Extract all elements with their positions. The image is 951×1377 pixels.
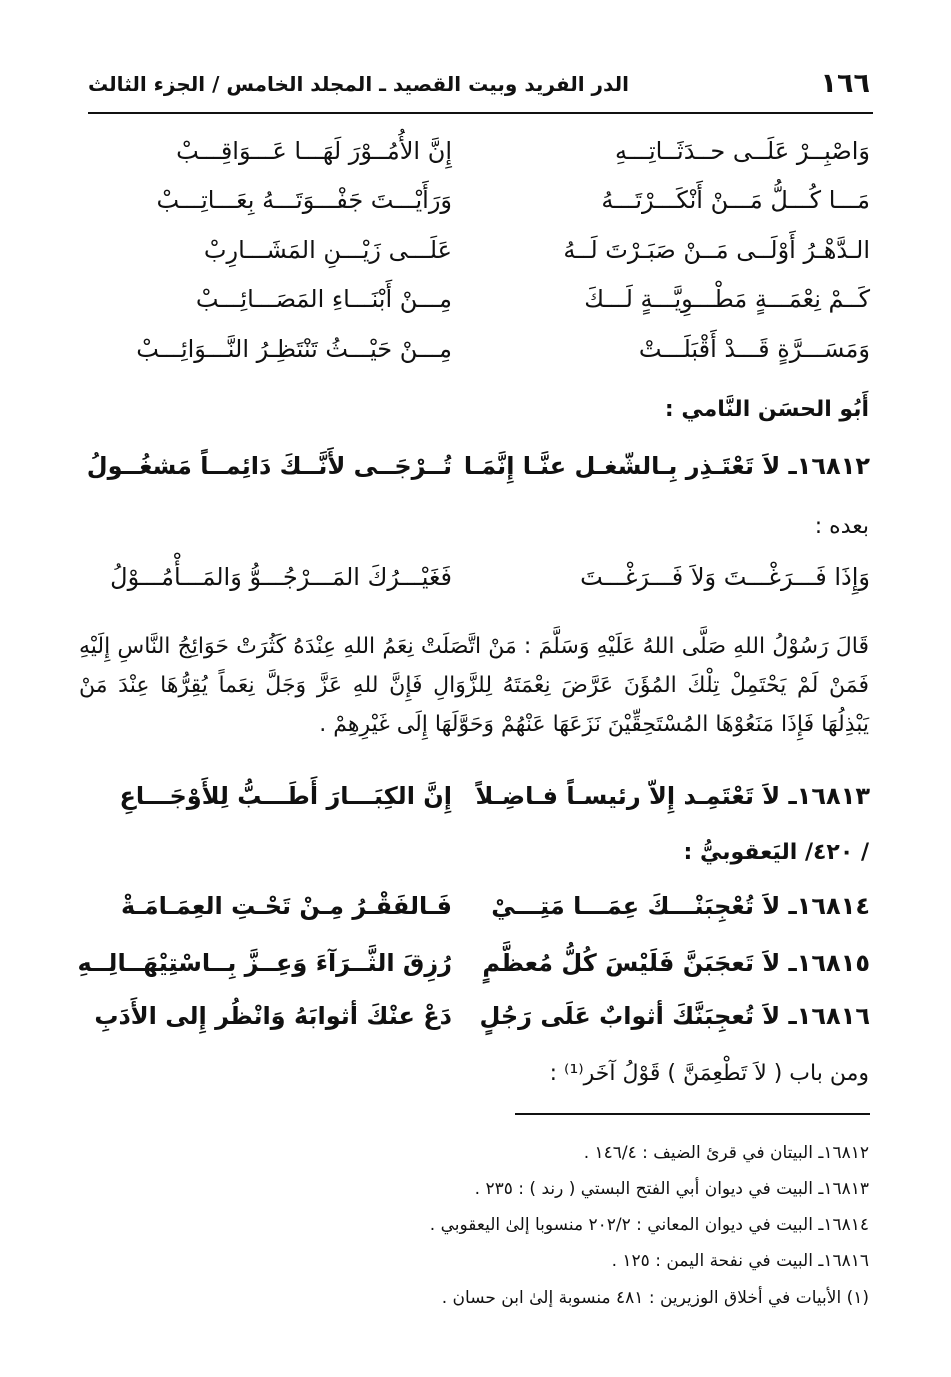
verse-16815 xyxy=(77,949,870,989)
verse-second-hemistich: وَرَأَيْـــتَ جَفْـــوَتَـــهُ بِعَـــاتِـــبْ xyxy=(156,186,452,214)
verse-after xyxy=(100,563,870,603)
verse-first-hemistich: ١٦٨١٣ـ لاَ تَعْتَمِـد إِلاّ رئيسـاً فـاضِـلاً xyxy=(475,782,870,810)
footnote: ١٦٨١٦ـ البيت في نفحة اليمن : ١٢٥ . xyxy=(611,1251,869,1271)
verse-first-hemistich: وَمَسَـــرَّةٍ قَـــدْ أَقْبَلَـــتْ xyxy=(638,335,870,363)
verse-second-hemistich: إِنَّ الأُمُــوْرَ لَهَـــا عَـــوَاقِـــبْ xyxy=(176,137,452,165)
verse-second-hemistich: مِـــنْ أَبْنَـــاءِ المَصَـــائِـــبْ xyxy=(195,285,452,313)
verse-first-hemistich: ١٦٨١٥ـ لاَ تَعجَبَنَّ فَلَيْسَ كُلُّ مُعظَّمٍ xyxy=(482,949,870,977)
after-label: بعده : xyxy=(814,514,869,539)
footnote: (١) الأبيات في أخلاق الوزيرين : ٤٨١ منسوبة إلىٰ ابن حسان . xyxy=(441,1288,869,1308)
footnote: ١٦٨١٢ـ البيتان في قرئ الضيف : ١٤٦/٤ . xyxy=(583,1143,869,1163)
verse-second-hemistich: عَلَـــى زَيْـــنِ المَشَـــارِبْ xyxy=(203,236,452,264)
verse-first-hemistich: وَإِذَا فَـــرَغْـــتَ وَلاَ فَـــرَغْـــتَ xyxy=(580,563,870,591)
hadith-paragraph: قَالَ رَسُوْلُ اللهِ صَلَّى اللهُ عَلَيْهِ وَسَلَّمَ : مَنْ اتَّصَلَتْ نِعَمُ اللهِ عِنْدَهُ كَثُرَتْ حَوَائِجُ النَّاسِ إِلَيْهِ فَمَنْ لَمْ يَحْتَمِلْ تِلْكَ المُؤَنَ عَرَّضَ نِعْمَتَهُ لِلزَّوَالِ فَإِنَّ للهِ عَزَّ وَجَلَّ نِعَماً يُقِرُّهَا عِنْدَ مَنْ يَبْذِلُهَا فَإِذَا مَنَعُوْهَا المُسْتَحِقِّيْنَ نَزَعَهَا عَنْهُمْ وَحَوَّلَهَا إِلَى غَيْرِهِمْ . xyxy=(79,634,869,737)
verse-second-hemistich: تُــرْجَــى لأَنَّــكَ دَائِمــاً مَشغُــولُ xyxy=(86,452,452,480)
verse-line xyxy=(100,186,870,226)
verse-second-hemistich: دَعْ عنْكَ أثوابَهُ وَانْظُر إِلى الأَدَبِ xyxy=(94,1002,452,1030)
verse-first-hemistich: ١٦٨١٤ـ لاَ تُعْجِبَنْـــكَ عِمَـــا مَتِـــيْ xyxy=(491,892,870,920)
footnote-rule xyxy=(515,1113,870,1115)
verse-second-hemistich: فَغَيْـــرُكَ المَـــرْجُـــوُّ وَالمَـــأْمُـــوْلُ xyxy=(110,563,452,591)
verse-16813 xyxy=(100,782,870,822)
poet-name: أَبُو الحسَن النَّامي : xyxy=(664,397,869,422)
verse-line xyxy=(100,285,870,325)
verse-line xyxy=(100,137,870,177)
running-header xyxy=(88,68,870,100)
header-rule xyxy=(88,112,873,114)
chapter-line: ومن باب ( لاَ تَطْعِمَنَّ ) قَوْلُ آخَر⁽¹⁾ : xyxy=(549,1061,869,1086)
footnote: ١٦٨١٤ـ البيت في ديوان المعاني : ٢٠٢/٢ منسوبا إلىٰ اليعقوبي . xyxy=(429,1215,869,1235)
verse-line xyxy=(100,236,870,276)
footnote: ١٦٨١٣ـ البيت في ديوان أبي الفتح البستي ( رند ) : ٢٣٥ . xyxy=(474,1179,869,1199)
verse-16812 xyxy=(86,452,870,492)
verse-second-hemistich: فَـالفَقْـرُ مِـنْ تَحْـتِ العِمَـامَـةْ xyxy=(121,892,452,920)
verse-first-hemistich: ١٦٨١٦ـ لاَ تُعجِبَنَّكَ أثوابٌ عَلَى رَجُلٍ xyxy=(479,1002,870,1030)
running-title: الدر الفريد وبيت القصيد ـ المجلد الخامس / الجزء الثالث xyxy=(88,72,629,96)
verse-first-hemistich: وَاصْبِــرْ عَلَــى حــدَثَــاتِـــهِ xyxy=(615,137,870,165)
verse-second-hemistich: إِنَّ الكِبَـــارَ أَطَـــبُّ لِلأَوْجَـــاعِ xyxy=(119,782,452,810)
verse-16814 xyxy=(100,892,870,932)
verse-second-hemistich: رُزِقَ الثَّــرَآءَ وَعِــزَّ بِــاسْتِيْهَــالِــهِ xyxy=(77,949,452,977)
verse-first-hemistich: كَــمْ نِعْمَـــةٍ مَطْـــوِيَّـــةٍ لَـــكَ xyxy=(584,285,870,313)
verse-second-hemistich: مِـــنْ حَيْـــثُ تَنْتَظِـرُ النَّـــوَائِـــبْ xyxy=(136,335,452,363)
verse-line xyxy=(100,335,870,375)
poet-name: / ٤٢٠/ اليَعقوبيُّ : xyxy=(683,840,869,865)
verse-first-hemistich: ١٦٨١٢ـ لاَ تَعْتَـذِر بِـالشّغـل عنَّـا إِنَّمَـا xyxy=(463,452,870,480)
verse-first-hemistich: الـدَّهْـرُ أَوْلَــى مَــنْ صَبَـرْتَ لَــهُ xyxy=(563,236,870,264)
page-number: ١٦٦ xyxy=(820,68,870,99)
verse-16816 xyxy=(94,1002,870,1042)
verse-first-hemistich: مَـــا كُـــلُّ مَـــنْ أَنْكَـــرْتَـــهُ xyxy=(601,186,870,214)
